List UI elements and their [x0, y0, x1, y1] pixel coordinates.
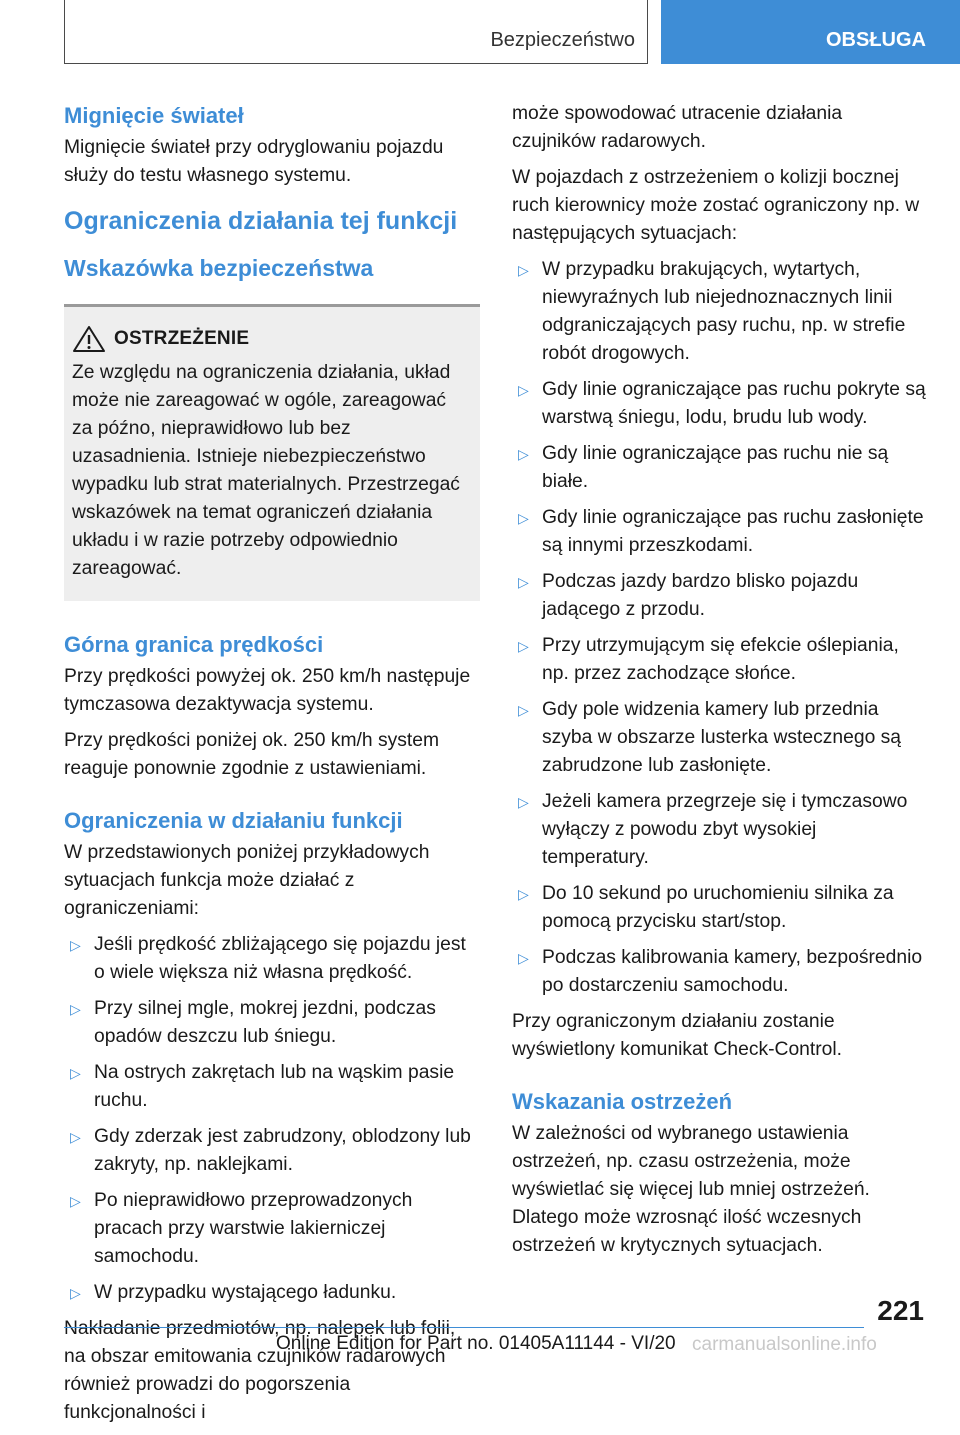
header-chapter-label: OBSŁUGA: [826, 29, 926, 51]
triangle-bullet-icon: ▷: [70, 937, 81, 953]
right-bullet-list: [512, 256, 928, 1000]
triangle-bullet-icon: ▷: [518, 446, 529, 462]
footer-edition: Online Edition for Part no. 01405A11144 - VI/20: [276, 1333, 676, 1354]
triangle-bullet-icon: ▷: [518, 262, 529, 278]
heading-warnings: Wskazania ostrzeżeń: [512, 1089, 733, 1114]
triangle-bullet-icon: ▷: [518, 382, 529, 398]
running-header: [64, 0, 648, 64]
triangle-bullet-icon: ▷: [518, 886, 529, 902]
left-bullet-list: [64, 931, 480, 1307]
heading-flash: Mignięcie świateł: [64, 103, 244, 128]
warning-header: [72, 325, 470, 353]
triangle-bullet-icon: ▷: [518, 950, 529, 966]
header-chapter-tab: [661, 0, 960, 64]
list-item: ▷ Gdy linie ograniczające pas ruchu zasłonięte są innymi przeszkodami.: [512, 504, 928, 560]
triangle-bullet-icon: ▷: [518, 794, 529, 810]
warning-box: [64, 304, 480, 601]
list-item: ▷ Przy utrzymującym się efekcie oślepiania, np. przez zachodzące słońce.: [512, 632, 928, 688]
list-item: ▷ W przypadku wystającego ładunku.: [64, 1279, 480, 1307]
triangle-bullet-icon: ▷: [70, 1285, 81, 1301]
paragraph-warnings: W zależności od wybranego ustawienia ostrzeżeń, np. czasu ostrzeżenia, może wyświetlać się więcej lub mniej ostrzeżeń. Dlatego może wzrosnąć ilość wczesnych ostrzeżeń w krytycznych sytuacjach.: [512, 1123, 870, 1256]
list-item: ▷ Po nieprawidłowo przeprowadzonych pracach przy warstwie lakierniczej samochodu.: [64, 1187, 480, 1271]
triangle-bullet-icon: ▷: [518, 510, 529, 526]
paragraph-speed-1: Przy prędkości powyżej ok. 250 km/h następuje tymczasowa dezaktywacja systemu.: [64, 666, 471, 715]
list-item: ▷ Przy silnej mgle, mokrej jezdni, podczas opadów deszczu lub śniegu.: [64, 995, 480, 1051]
page-number: 221: [877, 1295, 924, 1326]
paragraph-continued: może spowodować utracenie działania czujników radarowych.: [512, 103, 843, 152]
right-column: [512, 100, 928, 1268]
heading-function-restrictions: Ograniczenia w działaniu funkcji: [64, 808, 403, 833]
heading-function-limits: Ograniczenia działania tej funkcji: [64, 207, 458, 235]
triangle-bullet-icon: ▷: [70, 1065, 81, 1081]
paragraph-lane: W pojazdach z ostrzeżeniem o kolizji bocznej ruch kierownicy może zostać ograniczony np. w następujących sytuacjach:: [512, 167, 920, 244]
warning-title: OSTRZEŻENIE: [114, 328, 250, 349]
list-item: ▷ Gdy linie ograniczające pas ruchu pokryte są warstwą śniegu, lodu, brudu lub wody.: [512, 376, 928, 432]
list-item: ▷ Jeżeli kamera przegrzeje się i tymczasowo wyłączy z powodu zbyt wysokiej temperatury.: [512, 788, 928, 872]
warning-text: Ze względu na ograniczenia działania, układ może nie zareagować w ogóle, zareagować za późno, nieprawidłowo lub bez uzasadnienia. Istnieje niebezpieczeństwo wypadku lub strat materialnych. Przestrzegać wskazówek na temat ograniczeń działania układu i w razie potrzeby odpowiednio zareagować.: [72, 362, 460, 579]
list-item: ▷ Gdy pole widzenia kamery lub przednia szyba w obszarze lusterka wstecznego są zabrudzone lub zasłonięte.: [512, 696, 928, 780]
heading-safety-note: Wskazówka bezpieczeństwa: [64, 255, 374, 281]
list-item: ▷ Gdy zderzak jest zabrudzony, oblodzony lub zakryty, np. naklejkami.: [64, 1123, 480, 1179]
header-section-title: Bezpieczeństwo: [490, 29, 635, 51]
warning-triangle-icon: [72, 325, 106, 353]
list-item: ▷ Na ostrych zakrętach lub na wąskim pasie ruchu.: [64, 1059, 480, 1115]
triangle-bullet-icon: ▷: [70, 1001, 81, 1017]
triangle-bullet-icon: ▷: [70, 1129, 81, 1145]
triangle-bullet-icon: ▷: [518, 638, 529, 654]
triangle-bullet-icon: ▷: [518, 702, 529, 718]
footer-divider: [64, 1327, 864, 1328]
list-item: ▷ Gdy linie ograniczające pas ruchu nie są białe.: [512, 440, 928, 496]
list-item: ▷ Podczas jazdy bardzo blisko pojazdu jadącego z przodu.: [512, 568, 928, 624]
triangle-bullet-icon: ▷: [518, 574, 529, 590]
list-item: ▷ Jeśli prędkość zbliżającego się pojazdu jest o wiele większa niż własna prędkość.: [64, 931, 480, 987]
heading-speed-limit: Górna granica prędkości: [64, 632, 324, 657]
paragraph-speed-2: Przy prędkości poniżej ok. 250 km/h system reaguje ponownie zgodnie z ustawieniami.: [64, 730, 440, 779]
watermark: carmanualsonline.info: [692, 1334, 877, 1355]
paragraph-function-restrictions: W przedstawionych poniżej przykładowych sytuacjach funkcja może działać z ograniczeniami:: [64, 842, 430, 919]
paragraph-foil: Nakładanie przedmiotów, np. nalepek lub folii, na obszar emitowania czujników radarowych również prowadzi do pogorszenia funkcjonalności i: [64, 1318, 456, 1423]
list-item: ▷ Podczas kalibrowania kamery, bezpośrednio po dostarczeniu samochodu.: [512, 944, 928, 1000]
list-item: ▷ W przypadku brakujących, wytartych, niewyraźnych lub niejednoznacznych linii odgraniczających pasy ruchu, np. w strefie robót drogowych.: [512, 256, 928, 368]
paragraph-check-control: Przy ograniczonym działaniu zostanie wyświetlony komunikat Check-Control.: [512, 1011, 843, 1060]
left-column: [64, 100, 480, 1435]
list-item: ▷ Do 10 sekund po uruchomieniu silnika za pomocą przycisku start/stop.: [512, 880, 928, 936]
triangle-bullet-icon: ▷: [70, 1193, 81, 1209]
paragraph-flash: Mignięcie świateł przy odryglowaniu pojazdu służy do testu własnego systemu.: [64, 137, 444, 186]
